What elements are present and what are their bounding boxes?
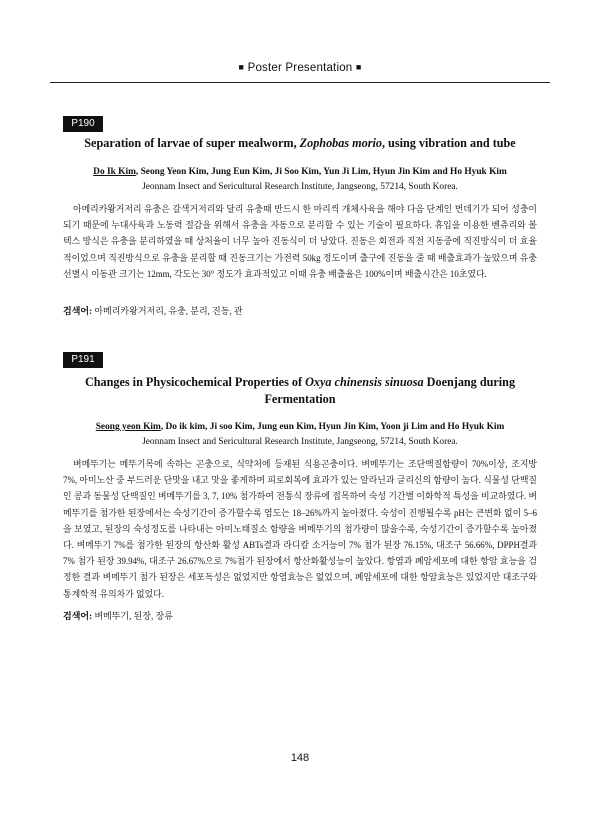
abstract-body: 아메리카왕거저리 유충은 갈색거저리와 달리 유충때 반드시 한 마리씩 개체사육을 해야 다음 단계인 번데기가 되어 성충이 되기 때문에 누대사육과 노동력 절감을 위해서 유충을 자동으로 분리할 수 있는 기술이 필요하다. 휴입을 이용한 벤츄리와 볼텍스 방식은 유충을 분리하였을 때 상처율이 너무 높아 진동식이 더 낭았다. 진동은 회전과 직전 지동중에 직진방식이 더 효율적이었으며 직진방식으로 유충을 분리할 때 진동크기는 가전력 50kg 정도이며 출구에 진동을 줄 때 배출효과가 높았으며 유충 선별시 이동관 크기는 12mm, 각도는 30° 정도가 효과적있고 이때 유충 배출율은 100%이며 배출시간은 10초였다.: [63, 204, 537, 279]
title-species: Zophobas morio: [299, 136, 382, 150]
page-number: 148: [290, 752, 310, 764]
co-authors: , Seong Yeon Kim, Jung Eun Kim, Ji Soo Kim, Yun Ji Lim, Hyun Jin Kim and Ho Hyuk Kim: [135, 167, 507, 177]
abstract-id-badge: P190: [63, 116, 103, 132]
presenting-author: Do Ik Kim: [93, 167, 136, 177]
title-species: Oxya chinensis sinuosa: [305, 375, 424, 389]
keywords-text: 아메리카왕거저리, 유충, 분리, 진동, 관: [92, 306, 243, 316]
author-list: [55, 166, 545, 179]
affiliation: Jeonnam Insect and Sericultural Research Institute, Jangseong, 57214, South Korea.: [142, 437, 458, 447]
abstract-body: 벼메뚜기는 메뚜기목에 속하는 곤충으로, 식약처에 등재된 식용곤충이다. 벼메뚜기는 조단백질함량이 70%이상, 조지방 7%, 아미노산 중 부드러운 단맛을 내고 맛을 좋게하며 피로회복에 효과가 있는 알라닌과 글리신의 함량이 높다. 식물성 단백질인 콩과 동물성 단백질인 벼메뚜기를 3, 7, 10% 첨가하여 전통식 장류에 접목하여 숙성 기간별 이화학적 특성을 비교하였다. 벼메뚜기를 첨가한 된장에서는 숙성기간이 증가할수록 염도는 18–26%까지 높아졌다. 숙성이 진행될수록 pH는 큰변화 없이 5–6을 보였고, 된장의 숙성정도를 나타내는 아미노태질소 함량을 벼메뚜기의 첨가량이 많을수록, 숙성기간이 증가할수록 높아졌다. 벼메뚜기 7%를 첨가한 된장의 항산화 활성 ABTs결과 라디칼 소거능이 7% 첨가 된장 76.15%, 대조구 56.66%, DPPH결과 7% 첨가 된장 39.94%, 대조구 26.67%으로 7%첨가 된장에서 항산화활성능이 높았다. 항염과 폐암세포에 대한 항암 효능을 검정한 결과 벼메뚜기 첨가 된장은 세포독성은 없었지만 항염효능은 없었으며, 폐암세포에 대한 항암효능은 있었지만 대조구와 통계학적 유의차가 없었다.: [63, 459, 537, 599]
header-title: Poster Presentation: [247, 62, 353, 74]
running-header: [0, 62, 600, 74]
keywords: [63, 609, 537, 623]
affiliation: Jeonnam Insect and Sericultural Research Institute, Jangseong, 57214, South Korea.: [142, 182, 458, 192]
header-square-left: ■: [238, 62, 245, 72]
abstract-id-badge: P191: [63, 352, 103, 368]
keywords: [63, 304, 537, 318]
abstract-title: [60, 135, 540, 152]
header-square-right: ■: [355, 62, 362, 72]
keywords-label: 검색어:: [63, 306, 93, 316]
presenting-author: Seong yeon Kim: [95, 422, 161, 432]
title-part: Separation of larvae of super mealworm,: [84, 136, 300, 150]
co-authors: , Do ik kim, Ji soo Kim, Jung eun Kim, Hyun Jin Kim, Yoon ji Lim and Ho Hyuk Kim: [160, 422, 505, 432]
title-part: Changes in Physicochemical Properties of: [84, 375, 306, 389]
keywords-text: 벼메뚜기, 된장, 장류: [92, 611, 173, 621]
title-part: Doenjang during Fermentation: [264, 375, 516, 406]
abstract-title: [60, 374, 540, 408]
keywords-label: 검색어:: [63, 611, 93, 621]
author-list: [55, 421, 545, 434]
title-part: , using vibration and tube: [381, 136, 516, 150]
header-rule: [50, 82, 550, 83]
